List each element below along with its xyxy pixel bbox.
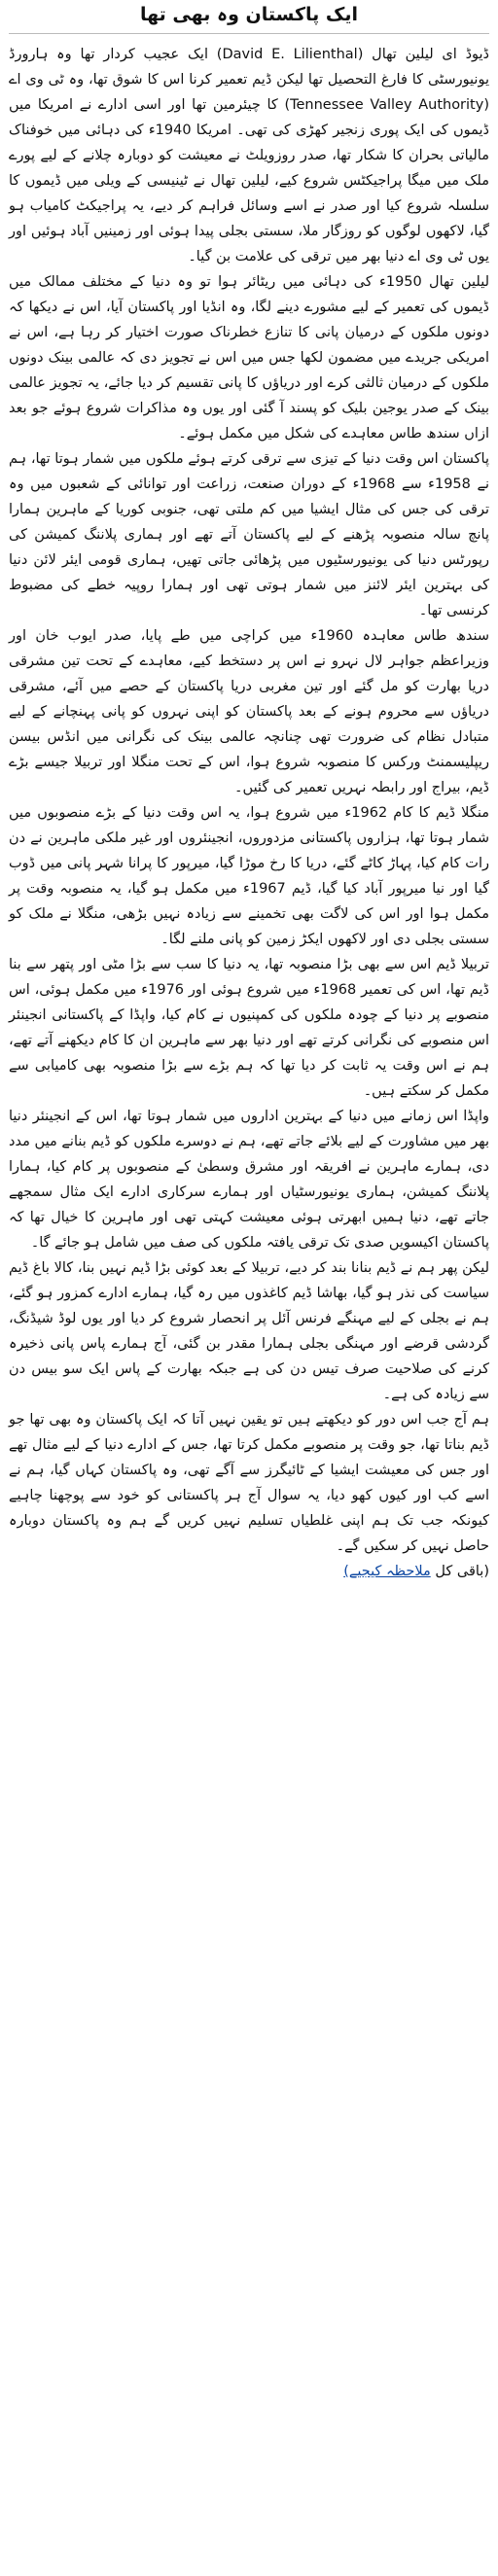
article-paragraph: پاکستان اس وقت دنیا کے تیزی سے ترقی کرتے ہوئے ملکوں میں شمار ہوتا تھا، ہم نے 1958ء سے 1968ء کے دوران صنعت، زراعت اور توانائی کے شعبوں میں وہ ترقی کی جس کی مثال ایشیا میں کم ملتی تھی، جنوبی کوریا کے ماہرین ہمارا پانچ سالہ منصوبہ پڑھنے کے لیے پاکستان آتے تھے اور ہماری پلاننگ کمیشن کی رپورٹس دنیا کی یونیورسٹیوں میں پڑھائی جاتی تھیں، ہماری قومی ایئر لائن دنیا کی بہترین ایئر لائنز میں شمار ہوتی تھی اور ہمارا روپیہ خطے کی مضبوط کرنسی تھا۔ [9,451,489,618]
article-paragraph: ہم آج جب اس دور کو دیکھتے ہیں تو یقین نہیں آتا کہ ایک پاکستان وہ بھی تھا جو ڈیم بناتا تھا، جو وقت پر منصوبے مکمل کرتا تھا، جس کے ادارے دنیا کے لیے مثال تھے اور جس کی معیشت ایشیا کے ٹائیگرز سے آگے تھی، وہ پاکستان کہاں گیا، ہم نے اسے کب اور کیوں کھو دیا، یہ سوال آج ہر پاکستانی کو خود سے پوچھنا چاہیے کیونکہ جب تک ہم اپنی غلطیاں تسلیم نہیں کریں گے ہم وہ پاکستان دوبارہ حاصل نہیں کر سکیں گے۔ [9,1412,489,1554]
article-paragraph: سندھ طاس معاہدہ 1960ء میں کراچی میں طے پایا، صدر ایوب خان اور وزیراعظم جواہر لال نہرو نے اس پر دستخط کیے، معاہدے کے تحت تین مشرقی دریا بھارت کو مل گئے اور تین مغربی دریا پاکستان کے حصے میں آئے، مشرقی دریاؤں سے محروم ہونے کے بعد پاکستان کو اپنی نہروں کو پانی پہنچانے کے لیے متبادل نظام کی ضرورت تھی چنانچہ عالمی بینک کی نگرانی میں انڈس بیسن ریپلیسمنٹ ورکس کا منصوبہ شروع ہوا، اس کے تحت منگلا اور تربیلا جیسے بڑے ڈیم، بیراج اور رابطہ نہریں تعمیر کی گئیں۔ [9,628,489,795]
article-body [9,42,489,1559]
continued-note: (باقی کل [435,1564,489,1579]
continued-link[interactable]: ملاحظہ کیجیے) [343,1564,431,1579]
article-headline: ایک پاکستان وہ بھی تھا [9,2,489,34]
article-paragraph: منگلا ڈیم کا کام 1962ء میں شروع ہوا، یہ اس وقت دنیا کے بڑے منصوبوں میں شمار ہوتا تھا، ہزاروں پاکستانی مزدوروں، انجینئروں اور غیر ملکی ماہرین نے دن رات کام کیا، پہاڑ کاٹے گئے، دریا کا رخ موڑا گیا، میرپور کا پرانا شہر پانی میں ڈوب گیا اور نیا میرپور آباد کیا گیا، ڈیم 1967ء میں مکمل ہو گیا، یہ منصوبہ وقت پر مکمل ہوا اور اس کی لاگت بھی تخمینے سے زیادہ نہیں بڑھی، منگلا نے ملک کو سستی بجلی دی اور لاکھوں ایکڑ زمین کو پانی ملنے لگا۔ [9,805,489,947]
article-paragraph: واپڈا اس زمانے میں دنیا کے بہترین اداروں میں شمار ہوتا تھا، اس کے انجینئر دنیا بھر میں مشاورت کے لیے بلائے جاتے تھے، ہم نے دوسرے ملکوں کو ڈیم بنانے میں مدد دی، ہمارے ماہرین نے افریقہ اور مشرق وسطیٰ کے منصوبوں پر کام کیا، ہمارا پلاننگ کمیشن، ہماری یونیورسٹیاں اور ہمارے سرکاری ادارے ایک مثال سمجھے جاتے تھے، دنیا ہمیں ابھرتی ہوئی معیشت کہتی تھی اور ماہرین کا خیال تھا کہ پاکستان اکیسویں صدی تک ترقی یافتہ ملکوں کی صف میں شامل ہو جائے گا۔ [9,1109,489,1251]
article-paragraph: ڈیوڈ ای لیلین تھال (David E. Lilienthal) ایک عجیب کردار تھا وہ ہارورڈ یونیورسٹی کا فارغ التحصیل تھا لیکن ڈیم تعمیر کرنا اس کا شوق تھا، وہ ٹی وی اے (Tennessee Valley Authority) کا چیئرمین تھا اور اسی ادارے نے امریکا میں ڈیموں کی ایک پوری زنجیر کھڑی کی تھی۔ امریکا 1940ء کی دہائی میں خوفناک مالیاتی بحران کا شکار تھا، صدر روزویلٹ نے معیشت کو دوبارہ چلانے کے لیے پورے ملک میں میگا پراجیکٹس شروع کیے، لیلین تھال نے ٹینیسی کے ویلی میں ڈیموں کا سلسلہ شروع کیا اور صدر نے اسے وسائل فراہم کر دیے، یہ پراجیکٹ کامیاب ہو گیا، لاکھوں لوگوں کو روزگار ملا، سستی بجلی پیدا ہوئی اور زمینیں آباد ہوئیں اور یوں ٹی وی اے دنیا بھر میں ترقی کی علامت بن گیا۔ [9,47,490,265]
article-paragraph: تربیلا ڈیم اس سے بھی بڑا منصوبہ تھا، یہ دنیا کا سب سے بڑا مٹی اور پتھر سے بنا ڈیم تھا، اس کی تعمیر 1968ء میں شروع ہوئی اور 1976ء میں مکمل ہوئی، اس منصوبے پر دنیا کے چودہ ملکوں کی کمپنیوں نے کام کیا، واپڈا کے پاکستانی انجینئر اس منصوبے کی نگرانی کرتے تھے اور دنیا بھر سے ماہرین ان کا کام دیکھنے آتے تھے، ہم نے اس وقت یہ ثابت کر دیا تھا کہ ہم بڑے سے بڑا منصوبہ بھی کامیابی سے مکمل کر سکتے ہیں۔ [9,957,490,1099]
article-paragraph: لیلین تھال 1950ء کی دہائی میں ریٹائر ہوا تو وہ دنیا کے مختلف ممالک میں ڈیموں کی تعمیر کے لیے مشورے دینے لگا، وہ انڈیا اور پاکستان آیا، اس نے دیکھا کہ دونوں ملکوں کے درمیان پانی کا تنازع خطرناک صورت اختیار کر رہا ہے، اس نے امریکی جریدے میں مضمون لکھا جس میں اس نے تجویز دی کہ عالمی بینک دونوں ملکوں کے درمیان ثالثی کرے اور دریاؤں کا پانی تقسیم کر دیا جائے، یہ تجویز عالمی بینک کے صدر یوجین بلیک کو پسند آ گئی اور یوں وہ مذاکرات شروع ہوئے جو بعد ازاں سندھ طاس معاہدے کی شکل میں مکمل ہوئے۔ [9,274,489,441]
article-paragraph: لیکن پھر ہم نے ڈیم بنانا بند کر دیے، تربیلا کے بعد کوئی بڑا ڈیم نہیں بنا، کالا باغ ڈیم سیاست کی نذر ہو گیا، بھاشا ڈیم کاغذوں میں رہ گیا، ہمارے ادارے کمزور ہو گئے، ہم نے بجلی کے لیے مہنگے فرنس آئل پر انحصار شروع کر دیا اور یوں لوڈ شیڈنگ، گردشی قرضے اور مہنگی بجلی ہمارا مقدر بن گئی، آج ہمارے پاس پانی ذخیرہ کرنے کی صلاحیت صرف تیس دن کی ہے جبکہ بھارت کے پاس ایک سو بیس دن سے زیادہ کی ہے۔ [9,1260,489,1402]
article-footer [9,1559,489,1584]
